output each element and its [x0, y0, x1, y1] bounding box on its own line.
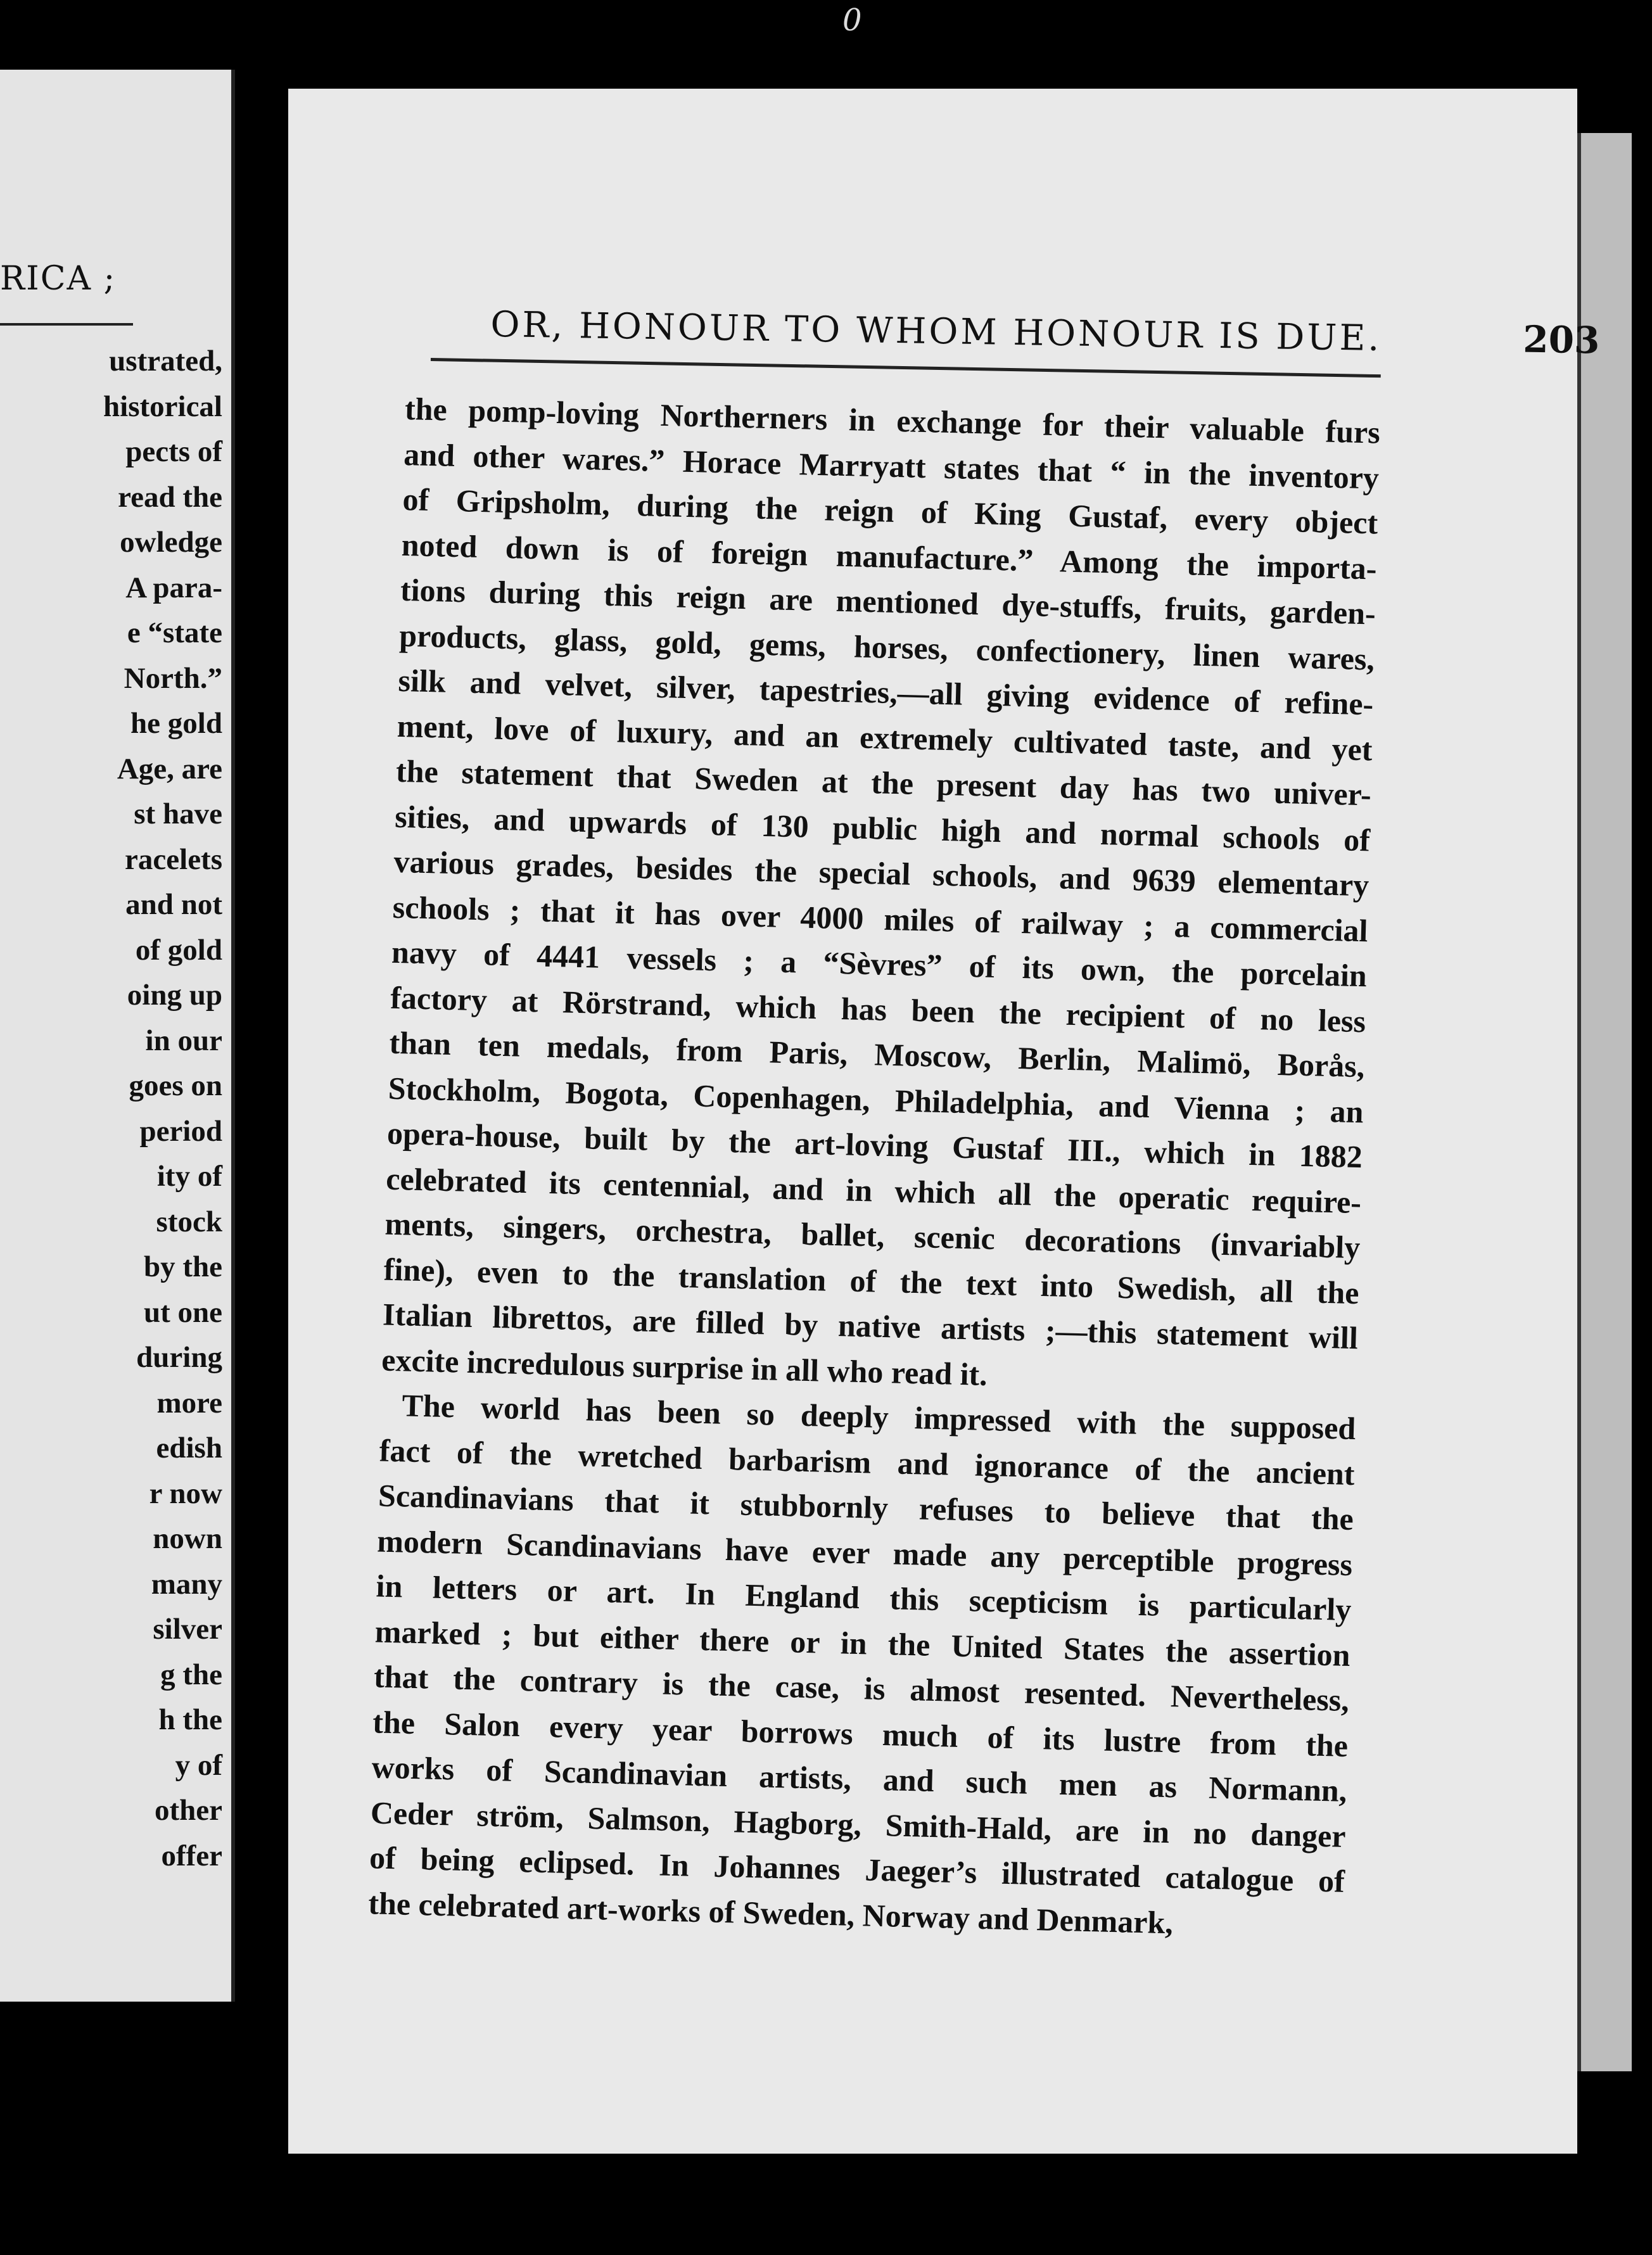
left-page-line: e “state: [127, 616, 222, 649]
left-page-line: silver: [153, 1613, 222, 1646]
left-page-line: he gold: [130, 707, 222, 740]
left-page-line: of gold: [135, 933, 222, 967]
text-line: works of Scandinavian artists, and such men as Normann,: [371, 1749, 1347, 1808]
left-page-running-head: RICA ;: [0, 260, 117, 298]
left-page-line: h the: [158, 1703, 222, 1736]
body-text: [368, 386, 1381, 1950]
left-page-line: g the: [160, 1658, 222, 1691]
left-facing-page: [0, 70, 235, 2002]
left-page-line: more: [156, 1386, 222, 1420]
paragraph: [368, 1383, 1357, 1950]
left-page-line: by the: [143, 1250, 222, 1283]
left-page-line: during: [136, 1341, 222, 1374]
text-line: the statement that Sweden at the present day has two univer-: [395, 753, 1372, 813]
text-line: the celebrated art-works of Sweden, Norway and Denmark,: [367, 1884, 1174, 1940]
left-page-line: owledge: [120, 526, 222, 559]
text-line: of Gripsholm, during the reign of King Gustaf, every object: [402, 481, 1378, 541]
left-page-line: many: [151, 1567, 222, 1601]
left-page-line: stock: [156, 1205, 222, 1238]
left-page-line: pects of: [125, 435, 222, 468]
text-line: schools ; that it has over 4000 miles of railway ; a commercial: [392, 889, 1369, 948]
text-line: ments, singers, orchestra, ballet, scenic decorations (invariably: [384, 1205, 1361, 1266]
text-line: noted down is of foreign manufacture.” Among the importa-: [401, 526, 1378, 587]
left-page-line: r now: [149, 1477, 222, 1510]
left-page-line: st have: [134, 797, 222, 830]
left-page-line: offer: [161, 1839, 222, 1872]
text-line: celebrated its centennial, and in which all the operatic require-: [385, 1160, 1362, 1220]
text-line: ment, love of luxury, and an extremely cultivated taste, and yet: [397, 708, 1373, 767]
text-line: fact of the wretched barbarism and ignorance of the ancient: [379, 1432, 1356, 1492]
text-line: silk and velvet, silver, tapestries,—all giving evidence of refine-: [397, 662, 1374, 722]
left-page-line: y of: [175, 1748, 222, 1782]
left-page-text-fragments: [103, 339, 222, 1879]
text-line: tions during this reign are mentioned dye-stuffs, fruits, garden-: [400, 571, 1376, 632]
text-line: excite incredulous surprise in all who read it.: [381, 1342, 988, 1392]
text-line: opera-house, built by the art-loving Gustaf III., which in 1882: [386, 1115, 1363, 1175]
text-line: The world has been so deeply impressed with the supposed: [402, 1387, 1356, 1447]
left-page-line: ut one: [143, 1295, 222, 1329]
text-line: modern Scandinavians have ever made any perceptible progress: [376, 1522, 1353, 1582]
left-page-line: ity of: [156, 1160, 222, 1193]
left-page-line: goes on: [129, 1069, 222, 1102]
text-line: of being eclipsed. In Johannes Jaeger’s illustrated catalogue of: [369, 1839, 1345, 1899]
left-page-line: North.”: [124, 661, 222, 695]
text-line: and other wares.” Horace Marryatt states that “ in the inventory: [403, 436, 1380, 496]
text-line: fine), even to the translation of the text into Swedish, all the: [383, 1251, 1360, 1311]
left-page-line: historical: [103, 390, 222, 423]
right-page: [288, 89, 1600, 2154]
text-line: the pomp-loving Northerners in exchange for their valuable furs: [404, 390, 1381, 450]
left-page-line: oing up: [127, 979, 222, 1012]
running-head-title: OR, HONOUR TO WHOM HONOUR IS DUE.: [490, 304, 1382, 360]
left-page-header-rule: [0, 323, 133, 326]
page-number: 203: [1522, 317, 1600, 362]
text-line: than ten medals, from Paris, Moscow, Berlin, Malimö, Borås,: [389, 1024, 1365, 1084]
left-page-line: read the: [118, 480, 222, 514]
text-line: navy of 4441 vessels ; a “Sèvres” of its own, the porcelain: [391, 934, 1368, 994]
left-page-line: ustrated,: [109, 345, 222, 378]
left-page-line: Age, are: [117, 752, 222, 785]
text-line: Italian librettos, are filled by native artists ;—this statement will: [382, 1296, 1359, 1356]
text-line: Stockholm, Bogota, Copenhagen, Philadelphia, and Vienna ; an: [388, 1070, 1364, 1129]
paragraph: [381, 386, 1381, 1406]
left-page-line: in our: [145, 1024, 222, 1057]
text-line: marked ; but either there or in the United States the assertion: [374, 1613, 1351, 1673]
text-line: in letters or art. In England this scepticism is particularly: [376, 1568, 1352, 1628]
left-page-line: edish: [156, 1432, 222, 1464]
text-line: that the contrary is the case, is almost resented. Nevertheless,: [373, 1658, 1350, 1718]
text-line: products, glass, gold, gems, horses, confectionery, linen wares,: [398, 617, 1375, 676]
page-corner-mark: 0: [842, 3, 862, 38]
text-line: Scandinavians that it stubbornly refuses to believe that the: [378, 1477, 1354, 1537]
left-page-line: and not: [125, 888, 222, 921]
left-page-line: other: [154, 1794, 222, 1827]
left-page-line: nown: [153, 1522, 222, 1555]
text-line: factory at Rörstrand, which has been the recipient of no less: [390, 979, 1366, 1039]
text-line: sities, and upwards of 130 public high and normal schools of: [394, 798, 1371, 858]
left-page-line: racelets: [125, 842, 222, 876]
text-line: Ceder ström, Salmson, Hagborg, Smith-Hald, are in no danger: [370, 1794, 1347, 1854]
left-page-line: period: [139, 1114, 222, 1148]
text-line: various grades, besides the special schools, and 9639 elementary: [393, 843, 1369, 903]
text-line: the Salon every year borrows much of its lustre from the: [372, 1703, 1349, 1763]
left-page-line: A para-: [125, 571, 222, 604]
header-rule: [431, 358, 1381, 378]
page-stack-edge: [1577, 133, 1632, 2071]
running-head: [490, 304, 1600, 362]
